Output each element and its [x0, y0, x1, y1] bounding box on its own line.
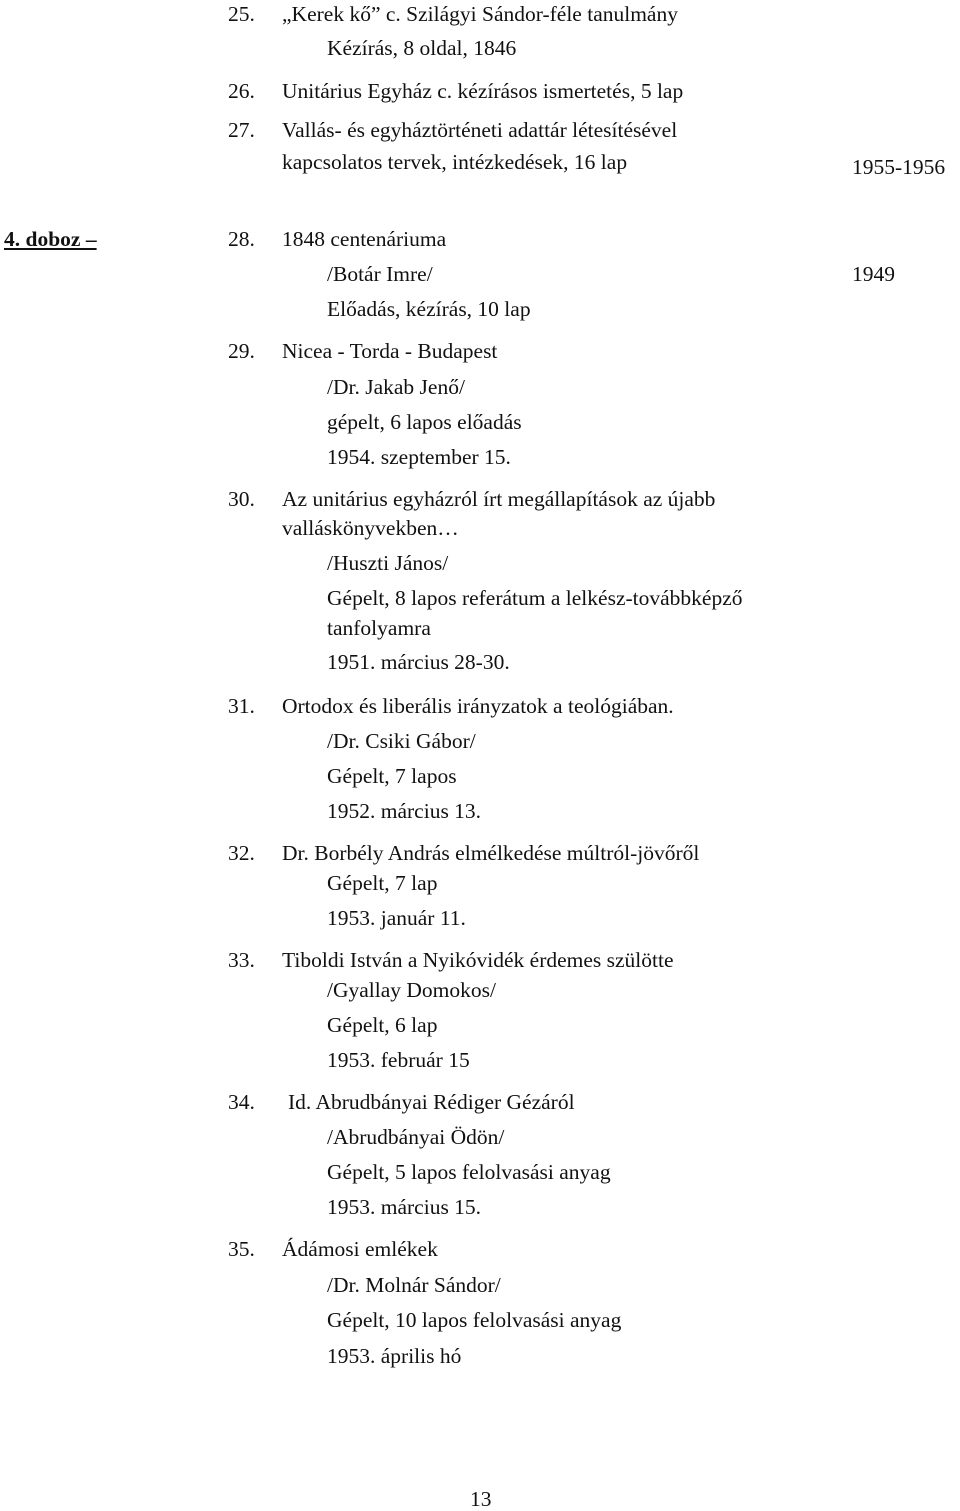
entry-line: Előadás, kézírás, 10 lap: [327, 297, 531, 321]
entry-date: 1949: [852, 262, 895, 286]
entry-number: 35.: [228, 1237, 255, 1261]
page-number: 13: [470, 1487, 492, 1511]
entry-line: /Dr. Jakab Jenő/: [327, 375, 465, 399]
entry-title: „Kerek kő” c. Szilágyi Sándor-féle tanulmány: [282, 2, 678, 26]
entry-line: Gépelt, 5 lapos felolvasási anyag: [327, 1160, 611, 1184]
entry-title: Nicea - Torda - Budapest: [282, 339, 498, 363]
entry-line: tanfolyamra: [327, 616, 431, 640]
entry-number: 32.: [228, 841, 255, 865]
entry-date: 1955-1956: [852, 155, 946, 179]
entry-line: valláskönyvekben…: [282, 516, 459, 540]
entry-line: /Dr. Molnár Sándor/: [327, 1273, 501, 1297]
entry-number: 33.: [228, 948, 255, 972]
entry-number: 34.: [228, 1090, 255, 1114]
entry-title: Dr. Borbély András elmélkedése múltról-jövőről: [282, 841, 700, 865]
entry-line: /Botár Imre/: [327, 262, 433, 286]
entry-line: /Gyallay Domokos/: [327, 978, 496, 1002]
entry-line: Gépelt, 6 lap: [327, 1013, 438, 1037]
entry-line: Gépelt, 10 lapos felolvasási anyag: [327, 1308, 622, 1332]
entry-title: Ádámosi emlékek: [282, 1237, 438, 1261]
entry-line: /Huszti János/: [327, 551, 449, 575]
entry-line: /Dr. Csiki Gábor/: [327, 729, 476, 753]
entry-line: Gépelt, 7 lap: [327, 871, 438, 895]
entry-title: 1848 centenáriuma: [282, 227, 447, 251]
entry-line: gépelt, 6 lapos előadás: [327, 410, 522, 434]
entry-line: 1953. március 15.: [327, 1195, 482, 1219]
entry-title: Tiboldi István a Nyikóvidék érdemes szülötte: [282, 948, 674, 972]
entry-line: Gépelt, 8 lapos referátum a lelkész-továbbképző: [327, 586, 743, 610]
entry-number: 29.: [228, 339, 255, 363]
entry-title: Az unitárius egyházról írt megállapítások az újabb: [282, 487, 716, 511]
entry-number: 27.: [228, 118, 255, 142]
entry-line: 1951. március 28-30.: [327, 650, 510, 674]
box-label: 4. doboz –: [4, 227, 97, 251]
entry-line: Gépelt, 7 lapos: [327, 764, 457, 788]
entry-title: Unitárius Egyház c. kézírásos ismertetés, 5 lap: [282, 79, 684, 103]
entry-line: 1954. szeptember 15.: [327, 445, 511, 469]
entry-line: 1953. január 11.: [327, 906, 466, 930]
entry-number: 31.: [228, 694, 255, 718]
entry-number: 25.: [228, 2, 255, 26]
entry-line: Kézírás, 8 oldal, 1846: [327, 36, 517, 60]
entry-line: /Abrudbányai Ödön/: [327, 1125, 505, 1149]
entry-title: Vallás- és egyháztörténeti adattár létesítésével: [282, 118, 678, 142]
entry-line: kapcsolatos tervek, intézkedések, 16 lap: [282, 150, 628, 174]
entry-number: 28.: [228, 227, 255, 251]
entry-line: 1952. március 13.: [327, 799, 482, 823]
entry-title: Id. Abrudbányai Rédiger Gézáról: [288, 1090, 575, 1114]
entry-title: Ortodox és liberális irányzatok a teológiában.: [282, 694, 674, 718]
entry-number: 26.: [228, 79, 255, 103]
entry-line: 1953. február 15: [327, 1048, 470, 1072]
entry-line: 1953. április hó: [327, 1344, 462, 1368]
entry-number: 30.: [228, 487, 255, 511]
